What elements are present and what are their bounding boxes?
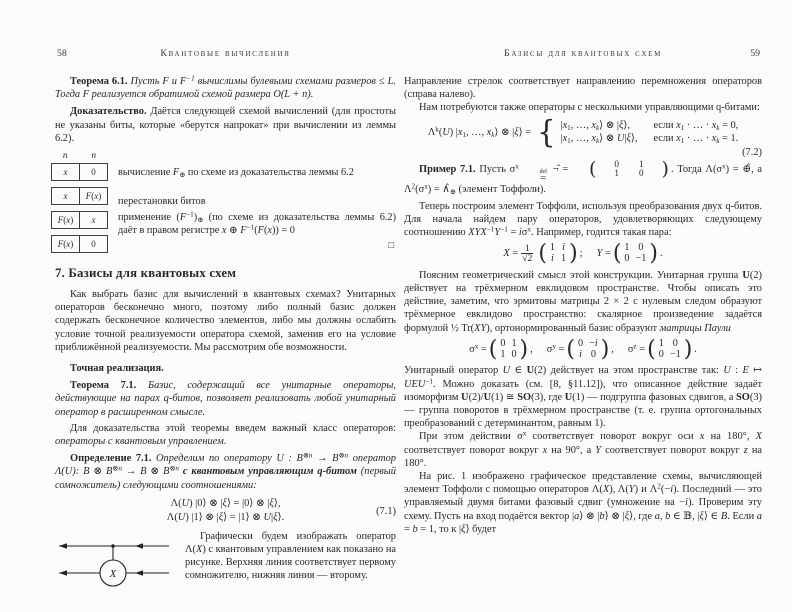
separator: ; xyxy=(579,248,583,260)
theorem-7-1-label: Теорема 7.1. xyxy=(70,380,137,392)
register-boxes xyxy=(51,152,108,259)
arrow-direction-paragraph: Направление стрелок соответствует направлению перемножения операторов (справа налево). xyxy=(404,76,762,101)
y-equals: Y = xyxy=(596,248,611,260)
control-dot xyxy=(111,544,115,548)
page-left xyxy=(55,48,396,589)
matrix-cell: i xyxy=(562,242,565,254)
definition-7-1-text: Определим по оператору U : $B^{\otimes n} \to B^{\otimes n}$ оператор Λ(U): B ⊗ $B^{\otimes n} \to B$ ⊗ $B^{\otimes n}$ с квантовым управляющим q-битом (первый сомножитель) следующими соотношениями: xyxy=(55,451,397,491)
arrowhead-icon xyxy=(135,543,143,548)
theorem-7-1-text: Базис, содержащий все унитарные операторы, действующие на парах q-битов, позволяет реализовать любой унитарный оператор в расширенном смысле. xyxy=(55,380,396,418)
case-condition: если $x_1$ · … · $x_k = 0$, xyxy=(653,119,739,132)
xy-pair-equation xyxy=(404,243,762,265)
arrowhead-icon xyxy=(135,570,143,575)
pauli-y-matrix: ( 0 −i i 0 ) xyxy=(566,336,610,362)
equation-7-2-number: (7.2) xyxy=(742,146,762,158)
sigma-z-equals: $\sigma^z$ = xyxy=(627,342,646,356)
theorem-7-1 xyxy=(55,379,396,419)
matrix-cell: i xyxy=(579,348,582,360)
matrix-cell: 0 xyxy=(638,168,644,179)
proof-text: Даётся следующей схемой вычислений (для простоты не указаны биты, которые «берутся напрокат» при вычислении из леммы 6.2). xyxy=(55,106,396,144)
example-text-mid: ¬̂ = xyxy=(552,163,569,175)
example-7-1 xyxy=(404,157,763,197)
page-header-left xyxy=(55,48,396,62)
matrix-cell: 0 xyxy=(500,337,506,349)
register-box xyxy=(51,235,108,253)
y-matrix: ( 1 0 0 −1 ) xyxy=(612,241,658,266)
operators-class-paragraph: Для доказательства этой теоремы введем важный класс операторов: операторы с квантовым управлением. xyxy=(55,422,396,448)
page-number-left: 58 xyxy=(57,48,67,59)
period: . xyxy=(659,248,663,260)
x-matrix: ( 1 i i 1 ) xyxy=(538,241,578,266)
matrix-cell: 1 xyxy=(614,168,619,179)
register-cell: 0 xyxy=(79,236,107,252)
period: . xyxy=(694,344,697,356)
matrix-cell: −1 xyxy=(635,252,647,264)
matrix-cell: 1 xyxy=(511,337,517,349)
def-equals-symbol: def = xyxy=(539,168,548,184)
comma: , xyxy=(611,344,614,356)
definition-7-1 xyxy=(55,452,396,492)
register-width-label: n xyxy=(91,151,97,162)
register-cell: x xyxy=(63,191,68,202)
register-cell: F ( x ) xyxy=(57,239,74,250)
register-box xyxy=(51,163,108,181)
rotation-correspondence-paragraph: При этом действии $\sigma^x$ соответствует поворот вокруг оси x на 180°, X соответствует поворот вокруг x на 90°, а Y соответствует поворот вокруг z на 180°. xyxy=(404,429,762,469)
matrix-cell: 0 xyxy=(614,158,619,169)
theorem-6-1 xyxy=(55,75,396,101)
x-equals: X = xyxy=(503,248,519,260)
matrix-cell: 1 xyxy=(638,158,644,169)
sigma-x-matrix: ( 0 1 1 0 ) xyxy=(588,157,669,180)
case-expression: $|x_1$, …, $x_k⟩$ ⊗ |ξ⟩, xyxy=(560,119,631,132)
matrix-cell: 0 xyxy=(511,348,517,360)
section-heading-7: 7. Базисы для квантовых схем xyxy=(55,266,237,281)
equation-7-1 xyxy=(55,497,396,526)
register-cell: x xyxy=(79,212,107,228)
equation-7-1-line2: Λ(U) |1⟩ ⊗ |ξ⟩ = |1⟩ ⊗ U|ξ⟩. xyxy=(166,512,285,524)
theorem-6-1-text: Пусть F и $F^{-1}$ вычислимы булевыми схемами размеров ≤ L. Тогда F реализуется обратимой схемой размера O(L + n). xyxy=(55,74,396,101)
theorem-6-1-label: Теорема 6.1. xyxy=(70,76,128,87)
matrix-cell: −1 xyxy=(669,348,681,360)
matrix-cell: 0 xyxy=(590,348,596,360)
register-cell: F ( x ) xyxy=(57,215,74,226)
matrix-cell: 1 xyxy=(549,242,555,254)
matrix-cell: 0 xyxy=(658,348,664,360)
diagram-step-1: вычисление $F_\oplus$ по схеме из доказательства леммы 6.2 xyxy=(118,167,354,180)
equation-7-2 xyxy=(404,113,762,158)
matrix-cell: 0 xyxy=(624,252,630,264)
register-box xyxy=(51,211,108,229)
sigma-x-equals: $\sigma^x$ = xyxy=(469,342,487,356)
running-head-left: Квантовые вычисления xyxy=(160,48,291,59)
example-text-after: . Тогда $\Lambda(\sigma^x)$ = ⊕̂, а $\Lambda^2(\sigma^x)$ = $\wedgê_\oplus$ (элемент Тоффоли). xyxy=(404,162,763,197)
intro-paragraph: Как выбрать базис для вычислений в квантовых схемах? Унитарных операторов бесконечно много, поэтому либо полный базис должен содержать бесконечное количество элементов, либо мы должны ослабить условие точной реализуемости оператора схемой, заменив его на условие приближённой реализуемости. Мы рассмотрим обе возможности. xyxy=(55,289,396,353)
proof-label: Доказательство. xyxy=(70,106,147,118)
reversible-computation-diagram xyxy=(55,152,396,253)
pauli-matrices-equation xyxy=(404,336,762,362)
register-cell: 0 xyxy=(79,164,107,180)
matrix-cell: 0 xyxy=(578,337,584,349)
matrix-cell: 0 xyxy=(672,337,678,349)
proof-paragraph xyxy=(55,105,396,145)
exact-realization-heading xyxy=(55,362,396,375)
toffoli-construction-paragraph: Теперь построим элемент Тоффоли, используя преобразования двух q-битов. Для начала найдем пару операторов, удовлетворяющих следующему соотношению $XYX^{-1}Y^{-1} = i\sigma^x$. Например, годится такая пара: xyxy=(404,200,762,238)
matrix-cell: 1 xyxy=(624,242,630,254)
matrix-cell: −i xyxy=(589,337,598,349)
geometric-meaning-paragraph: Поясним геометрический смысл этой конструкции. Унитарная группа U(2) действует на трёхмерном евклидовом пространстве. Чтобы описать это действие, заметим, что эрмитовы матрицы 2 × 2 с нулевым следом образуют трёхмерное евклидово пространство: скалярное произведение задаётся формулой ½ Tr(XY), ортонормированный базис образуют матрицы Паули xyxy=(404,269,762,334)
page-number-right: 59 xyxy=(750,48,760,59)
example-text-before: Пусть $\sigma^x$ xyxy=(479,162,519,175)
page-header-right xyxy=(404,48,762,62)
arrowhead-icon xyxy=(59,570,67,575)
unitary-action-paragraph: Унитарный оператор U ∈ U(2) действует на этом пространстве так: U : E ↦ $UEU^{-1}$. Можно доказать (см. [8, §11.12]), что описанное действие задаёт изоморфизм U(2)/U(1) ≅ SO(3), где U(1) — подгруппа фазовых сдвигов, а SO(3) — группа поворотов в трёхмерном пространстве (т. е. группа ортогональных преобразований с детерминантом, равным 1). xyxy=(404,365,762,430)
multi-control-paragraph: Нам потребуются также операторы с несколькими управляющими q-битами: xyxy=(419,102,760,114)
controlled-x-gate-figure xyxy=(55,533,175,589)
qed-symbol: □ xyxy=(388,241,394,252)
graphical-representation-paragraph: Графически будем изображать оператор Λ(X) с квантовым управлением как показано на рисунке. Верхняя линия соответствует первому сомножителю, нижняя линия — второму. xyxy=(185,530,396,582)
sigma-y-equals: $\sigma^y$ = xyxy=(546,342,565,356)
case-expression: $|x_1$, …, $x_k⟩$ ⊗ U|ξ⟩, xyxy=(560,133,638,146)
matrix-cell: i xyxy=(551,252,554,264)
equation-7-1-line1: Λ(U) |0⟩ ⊗ |ξ⟩ = |0⟩ ⊗ |ξ⟩, xyxy=(170,497,281,509)
page-right xyxy=(404,48,762,536)
example-7-1-label: Пример 7.1. xyxy=(419,163,476,175)
controlled-gate-figure-row xyxy=(55,530,396,589)
matrix-cell: 1 xyxy=(561,252,567,264)
pauli-x-matrix: ( 0 1 1 0 ) xyxy=(488,336,529,362)
comma: , xyxy=(530,344,533,356)
arrowhead-icon xyxy=(59,543,67,548)
register-width-label: n xyxy=(62,151,68,162)
cases-grid xyxy=(561,119,739,146)
diagram-step-3: применение $(F^{-1})_\oplus$ (по схеме из доказательства леммы 6.2) даёт в правом регистре x ⊕ $F^{-1}(F(x)) = 0$ xyxy=(118,210,396,236)
gate-label: X xyxy=(109,567,117,580)
register-cell: F ( x ) xyxy=(79,188,107,204)
exact-realization-label: Точная реализация. xyxy=(70,363,164,375)
case-condition: если $x_1$ · … · $x_k = 1$. xyxy=(653,133,739,146)
matrix-cell: 1 xyxy=(658,337,664,349)
equation-7-2-lhs: $\Lambda^k(U)$ $|x_1$, …, $x_k⟩$ ⊗ |ξ⟩ = xyxy=(427,125,532,140)
pauli-z-matrix: ( 1 0 0 −1 ) xyxy=(647,336,693,362)
equation-7-1-number: (7.1) xyxy=(376,505,396,517)
register-cell: x xyxy=(63,167,68,178)
diagram-step-2: перестановки битов xyxy=(118,196,206,208)
one-over-sqrt2-fraction: $\frac{1}{√2}$ xyxy=(522,242,533,265)
running-head-right: Базисы для квантовых схем xyxy=(504,48,662,59)
register-width-labels xyxy=(51,152,108,161)
matrix-cell: 0 xyxy=(638,242,644,254)
matrix-cell: 1 xyxy=(500,348,506,360)
register-box xyxy=(51,187,108,205)
definition-7-1-label: Определение 7.1. xyxy=(70,453,152,465)
cases-brace: { xyxy=(537,113,556,150)
figure-reference-paragraph: На рис. 1 изображено графическое представление схемы, вычисляющей элемент Тоффоли с помощью операторов Λ(X), Λ(Y) и $\Lambda^2(-i)$. Последний — это управляемый двумя битами фазовый сдвиг (умножение на −i). Проверим эту схему. Пусть на вход подаётся вектор |a⟩ ⊗ |b⟩ ⊗ |ξ⟩, где a, b ∈ 𝔹, |ξ⟩ ∈ B. Если a = b = 1, то к |ξ⟩ будет xyxy=(404,470,762,535)
